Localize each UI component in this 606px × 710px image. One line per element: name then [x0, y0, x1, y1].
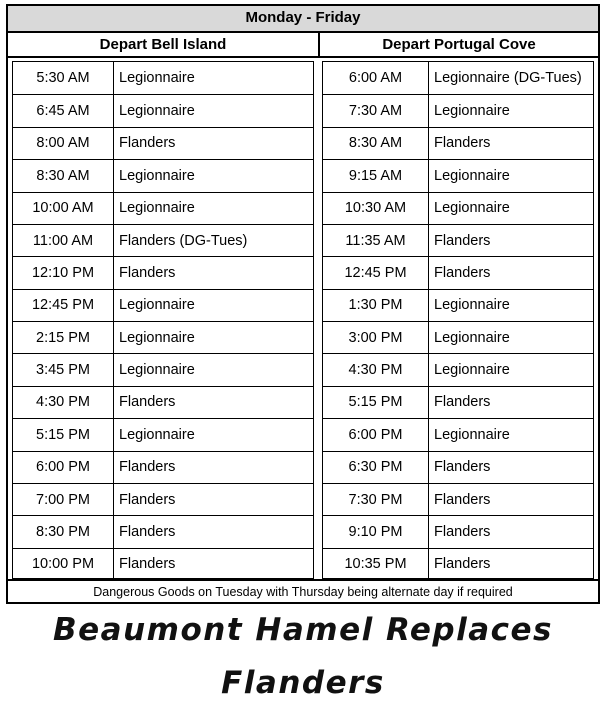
table-row [13, 386, 313, 418]
bell-island-departure-time: 12:45 PM [31, 297, 95, 314]
table-row [13, 548, 313, 580]
bell-island-departures [12, 61, 314, 579]
bell-island-vessel-name: Flanders [119, 135, 176, 152]
table-row [323, 418, 593, 450]
portugal-cove-vessel-name: Legionnaire [434, 329, 510, 346]
table-row [323, 321, 593, 353]
bell-island-vessel-name: Legionnaire [119, 329, 195, 346]
portugal-cove-vessel-name: Flanders [434, 232, 491, 249]
bell-island-departure-time: 11:00 AM [32, 232, 94, 249]
bell-island-departure-time: 6:00 PM [36, 459, 90, 476]
portugal-cove-vessel-name: Flanders [434, 556, 491, 573]
table-row [323, 289, 593, 321]
portugal-cove-vessel-name: Legionnaire [434, 200, 510, 217]
table-row [323, 483, 593, 515]
table-row [13, 256, 313, 288]
table-row [13, 192, 313, 224]
portugal-cove-departure-time: 10:30 AM [344, 200, 407, 217]
table-row [13, 321, 313, 353]
bell-island-vessel-name: Flanders [119, 264, 176, 281]
portugal-cove-vessel-name: Legionnaire [434, 426, 510, 443]
bell-island-vessel-name: Legionnaire [119, 362, 195, 379]
portugal-cove-vessel-name: Legionnaire [434, 167, 510, 184]
table-row [323, 515, 593, 547]
table-row [323, 159, 593, 191]
table-row [13, 483, 313, 515]
depart-portugal-cove-header: Depart Portugal Cove [382, 36, 536, 53]
portugal-cove-departure-time: 11:35 AM [345, 232, 406, 249]
portugal-cove-vessel-name: Legionnaire (DG-Tues) [434, 70, 582, 87]
portugal-cove-departure-time: 9:15 AM [348, 167, 403, 184]
table-row [13, 515, 313, 547]
table-row [323, 353, 593, 385]
bell-island-vessel-name: Flanders [119, 491, 176, 508]
portugal-cove-vessel-name: Flanders [434, 523, 491, 540]
table-row [323, 192, 593, 224]
bell-island-vessel-name: Flanders [119, 459, 176, 476]
portugal-cove-departure-time: 4:30 PM [348, 362, 403, 379]
table-row [13, 94, 313, 126]
table-row [323, 94, 593, 126]
table-row [323, 224, 593, 256]
bell-island-vessel-name: Legionnaire [119, 200, 195, 217]
bell-island-vessel-name: Flanders [119, 556, 176, 573]
bell-island-departure-time: 5:30 AM [36, 70, 90, 87]
portugal-cove-departures [322, 61, 594, 579]
bell-island-vessel-name: Legionnaire [119, 167, 195, 184]
bell-island-departure-time: 8:30 PM [36, 523, 90, 540]
table-row [323, 256, 593, 288]
table-row [13, 289, 313, 321]
portugal-cove-vessel-name: Flanders [434, 135, 491, 152]
portugal-cove-departure-time: 6:30 PM [348, 459, 403, 476]
bell-island-vessel-name: Legionnaire [119, 103, 195, 120]
portugal-cove-vessel-name: Legionnaire [434, 297, 510, 314]
portugal-cove-vessel-name: Legionnaire [434, 362, 510, 379]
table-row [13, 159, 313, 191]
bell-island-departure-time: 10:00 PM [31, 556, 95, 573]
bell-island-departure-time: 10:00 AM [32, 200, 94, 217]
bell-island-departure-time: 4:30 PM [36, 394, 90, 411]
portugal-cove-departure-time: 6:00 PM [348, 426, 403, 443]
portugal-cove-departure-time: 12:45 PM [344, 264, 407, 281]
replacement-banner: Beaumont Hamel Replaces Flanders [53, 612, 553, 701]
portugal-cove-departure-time: 8:30 AM [348, 135, 403, 152]
bell-island-vessel-name: Legionnaire [119, 297, 195, 314]
bell-island-departure-time: 3:45 PM [36, 362, 90, 379]
table-row [13, 224, 313, 256]
bell-island-vessel-name: Flanders (DG-Tues) [119, 232, 248, 249]
bell-island-vessel-name: Flanders [119, 523, 176, 540]
bell-island-vessel-name: Legionnaire [119, 426, 195, 443]
ferry-schedule-table [6, 4, 600, 604]
portugal-cove-departure-time: 5:15 PM [348, 394, 403, 411]
bell-island-vessel-name: Legionnaire [119, 70, 195, 87]
portugal-cove-vessel-name: Flanders [434, 264, 491, 281]
portugal-cove-departure-time: 6:00 AM [348, 70, 403, 87]
bell-island-vessel-name: Flanders [119, 394, 176, 411]
portugal-cove-departure-time: 7:30 AM [348, 103, 403, 120]
portugal-cove-departure-time: 7:30 PM [348, 491, 403, 508]
table-row [323, 548, 593, 580]
table-row [323, 62, 593, 94]
table-row [13, 62, 313, 94]
bell-island-departure-time: 6:45 AM [36, 103, 90, 120]
bell-island-departure-time: 8:00 AM [36, 135, 90, 152]
table-row [13, 451, 313, 483]
portugal-cove-departure-time: 9:10 PM [348, 523, 403, 540]
portugal-cove-vessel-name: Flanders [434, 459, 491, 476]
table-row [13, 418, 313, 450]
bell-island-departure-time: 2:15 PM [36, 329, 90, 346]
portugal-cove-departure-time: 1:30 PM [348, 297, 403, 314]
bell-island-departure-time: 12:10 PM [31, 264, 95, 281]
table-row [13, 353, 313, 385]
bell-island-departure-time: 5:15 PM [36, 426, 90, 443]
portugal-cove-departure-time: 10:35 PM [344, 556, 407, 573]
portugal-cove-departure-time: 3:00 PM [348, 329, 403, 346]
footnote: Dangerous Goods on Tuesday with Thursday being alternate day if required [8, 579, 598, 604]
portugal-cove-vessel-name: Flanders [434, 394, 491, 411]
table-row [323, 386, 593, 418]
portugal-cove-vessel-name: Flanders [434, 491, 491, 508]
table-row [323, 451, 593, 483]
bell-island-departure-time: 8:30 AM [36, 167, 90, 184]
column-headers [8, 33, 598, 58]
days-header: Monday - Friday [8, 6, 598, 33]
depart-bell-island-header: Depart Bell Island [99, 36, 227, 53]
table-row [13, 127, 313, 159]
portugal-cove-vessel-name: Legionnaire [434, 103, 510, 120]
bell-island-departure-time: 7:00 PM [36, 491, 90, 508]
table-row [323, 127, 593, 159]
